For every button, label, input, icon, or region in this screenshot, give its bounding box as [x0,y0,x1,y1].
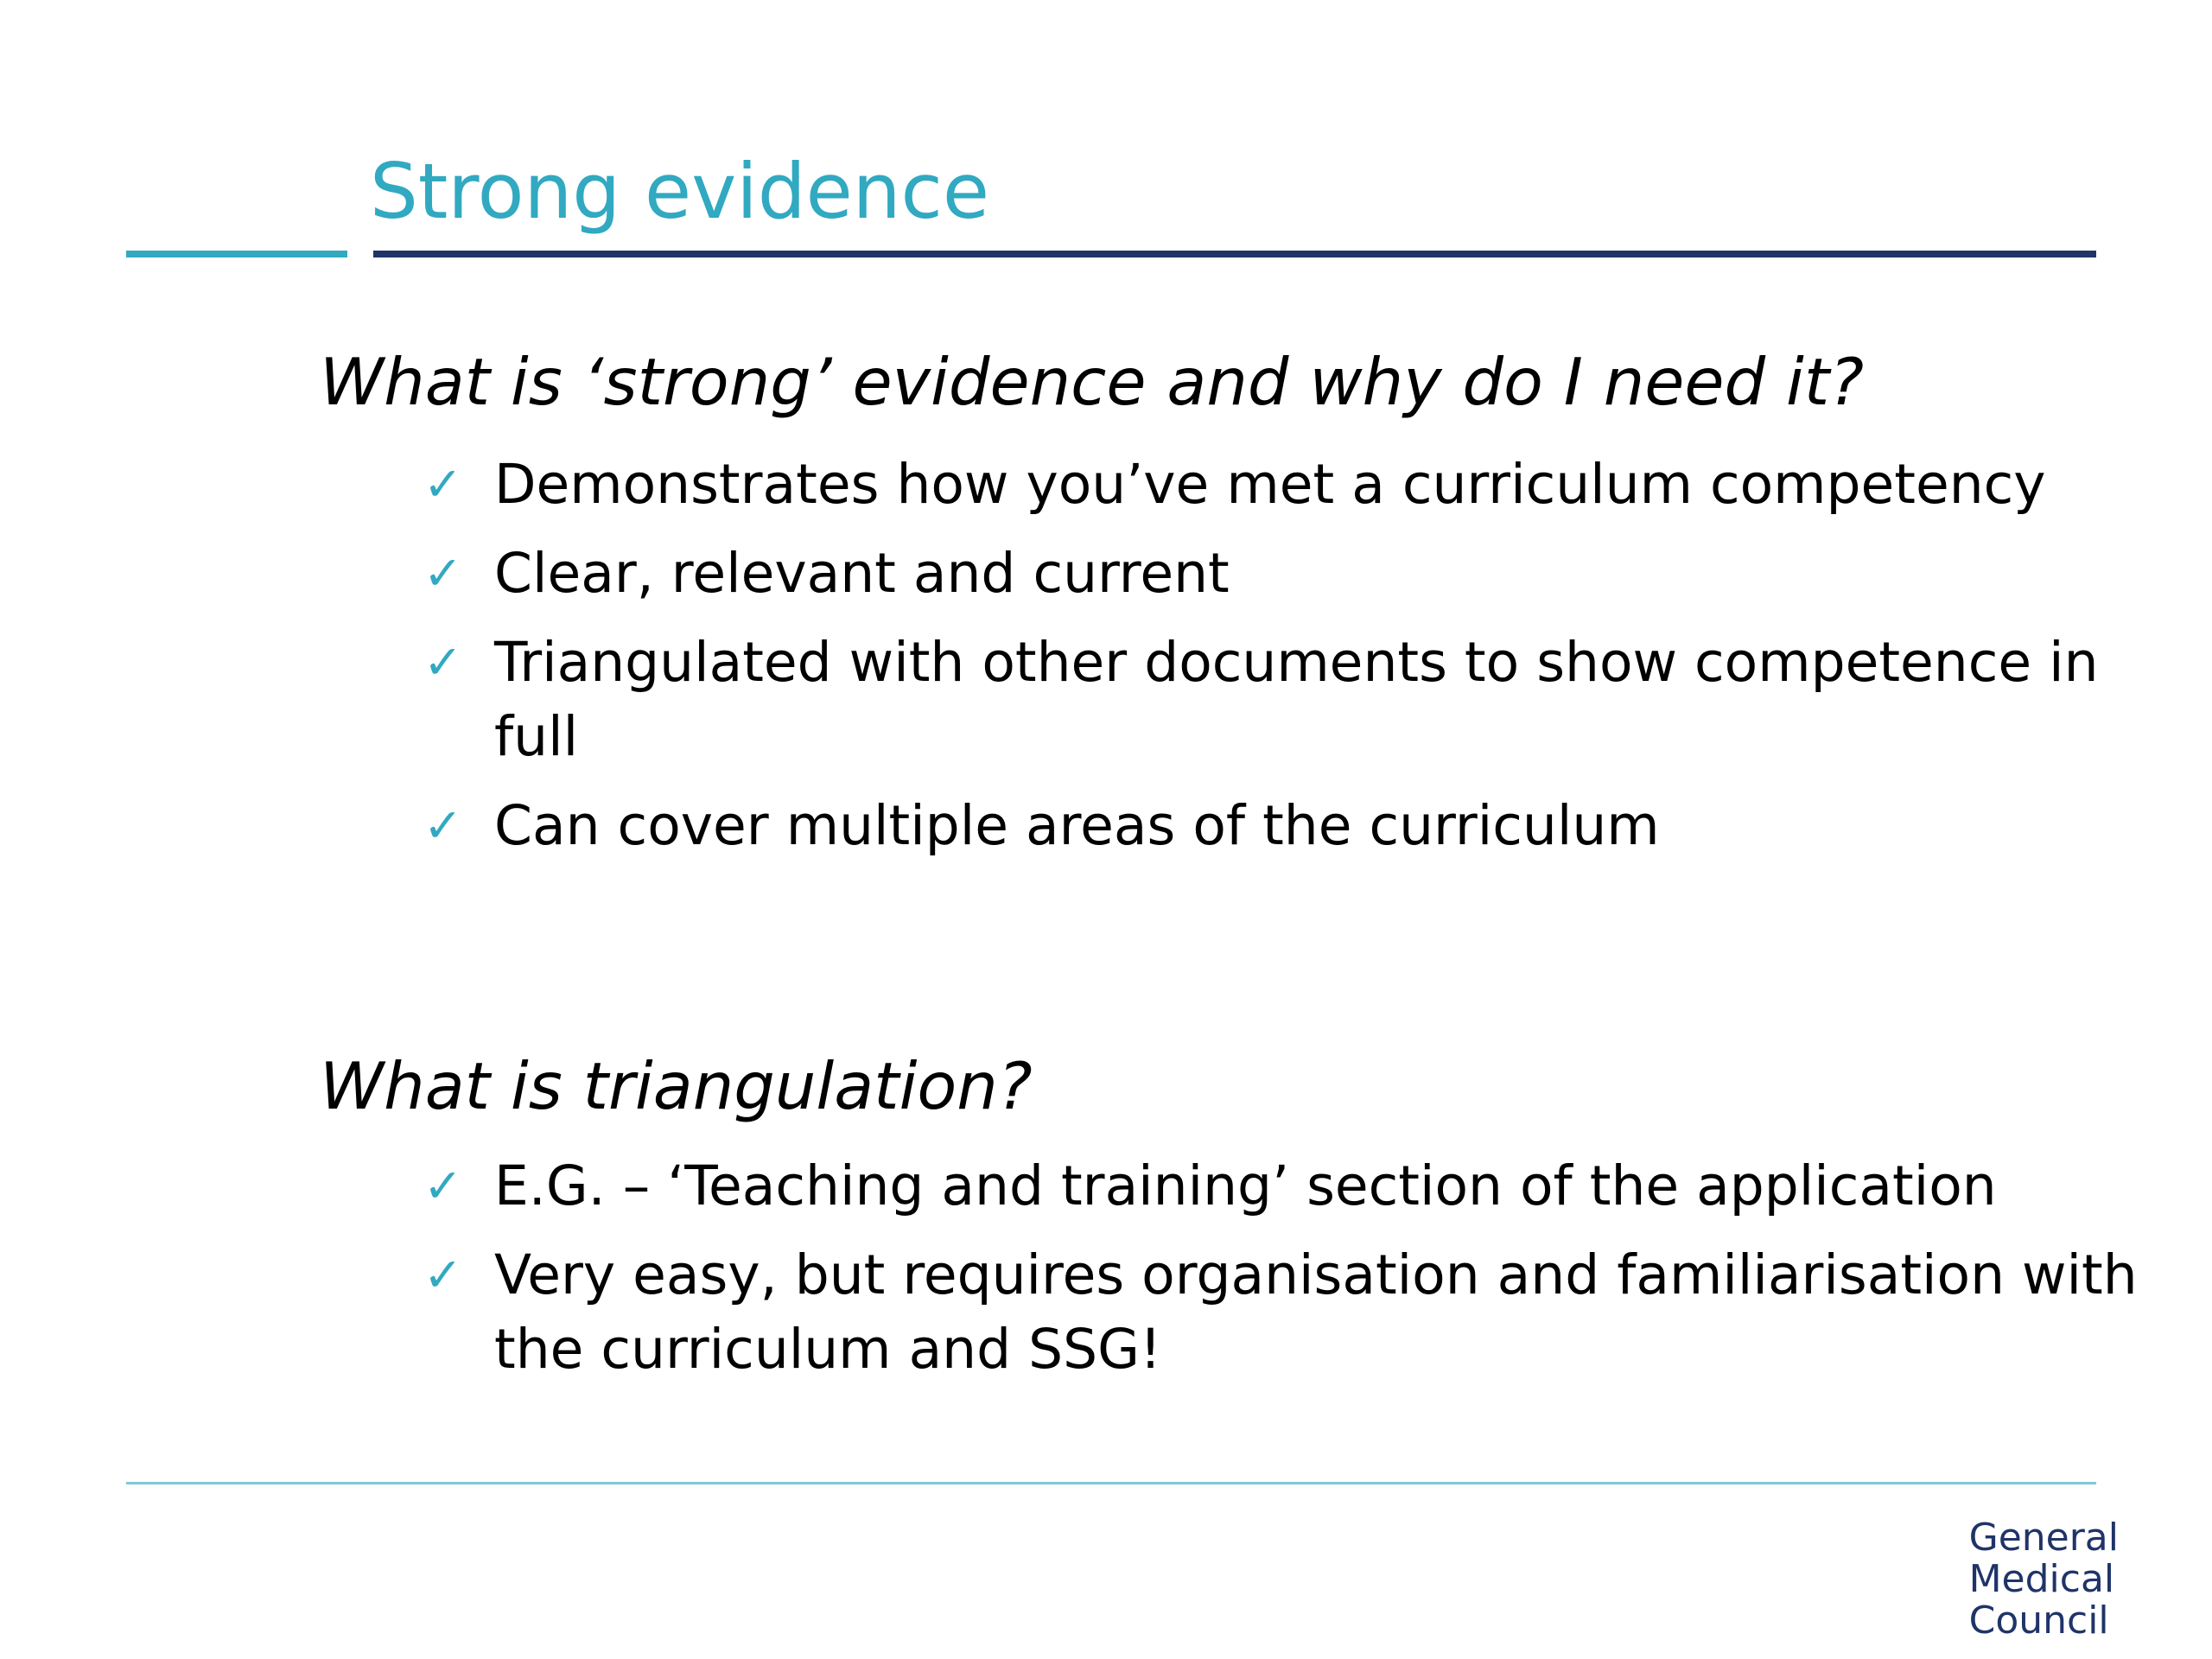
check-icon: ✓ [423,635,463,690]
bullet-text: Demonstrates how you’ve met a curriculum competency [494,453,2046,516]
title-accent-rule [126,251,347,257]
section-heading-triangulation: What is triangulation? [320,1048,1033,1124]
bullet-text: Can cover multiple areas of the curriculum [494,794,1660,857]
bullet-text: Very easy, but requires organisation and familiarisation with the curriculum and SSG! [494,1243,2138,1381]
logo-line-2: Medical [1968,1557,2115,1601]
title-underline-rule [373,251,2096,257]
logo-line-3: Council [1968,1599,2109,1643]
check-icon: ✓ [423,546,463,601]
check-icon: ✓ [423,798,463,853]
section-heading-strong-evidence: What is ‘strong’ evidence and why do I need it? [320,344,1865,420]
check-icon: ✓ [423,1159,463,1213]
bullet-list-triangulation [423,1149,2162,1402]
slide-title: Strong evidence [370,147,990,236]
list-item [423,1149,2162,1224]
list-item [423,448,2162,522]
footer-rule [126,1482,2096,1484]
check-icon: ✓ [423,457,463,512]
list-item [423,626,2162,774]
list-item [423,1238,2162,1387]
bullet-text: Triangulated with other documents to show competence in full [494,631,2099,768]
bullet-text: Clear, relevant and current [494,542,1230,605]
bullet-text: E.G. – ‘Teaching and training’ section of the application [494,1154,1997,1217]
logo-line-1: General [1968,1516,2119,1560]
bullet-list-strong-evidence [423,448,2162,878]
gmc-logo [1969,1517,2119,1642]
list-item [423,789,2162,863]
list-item [423,537,2162,611]
check-icon: ✓ [423,1248,463,1302]
